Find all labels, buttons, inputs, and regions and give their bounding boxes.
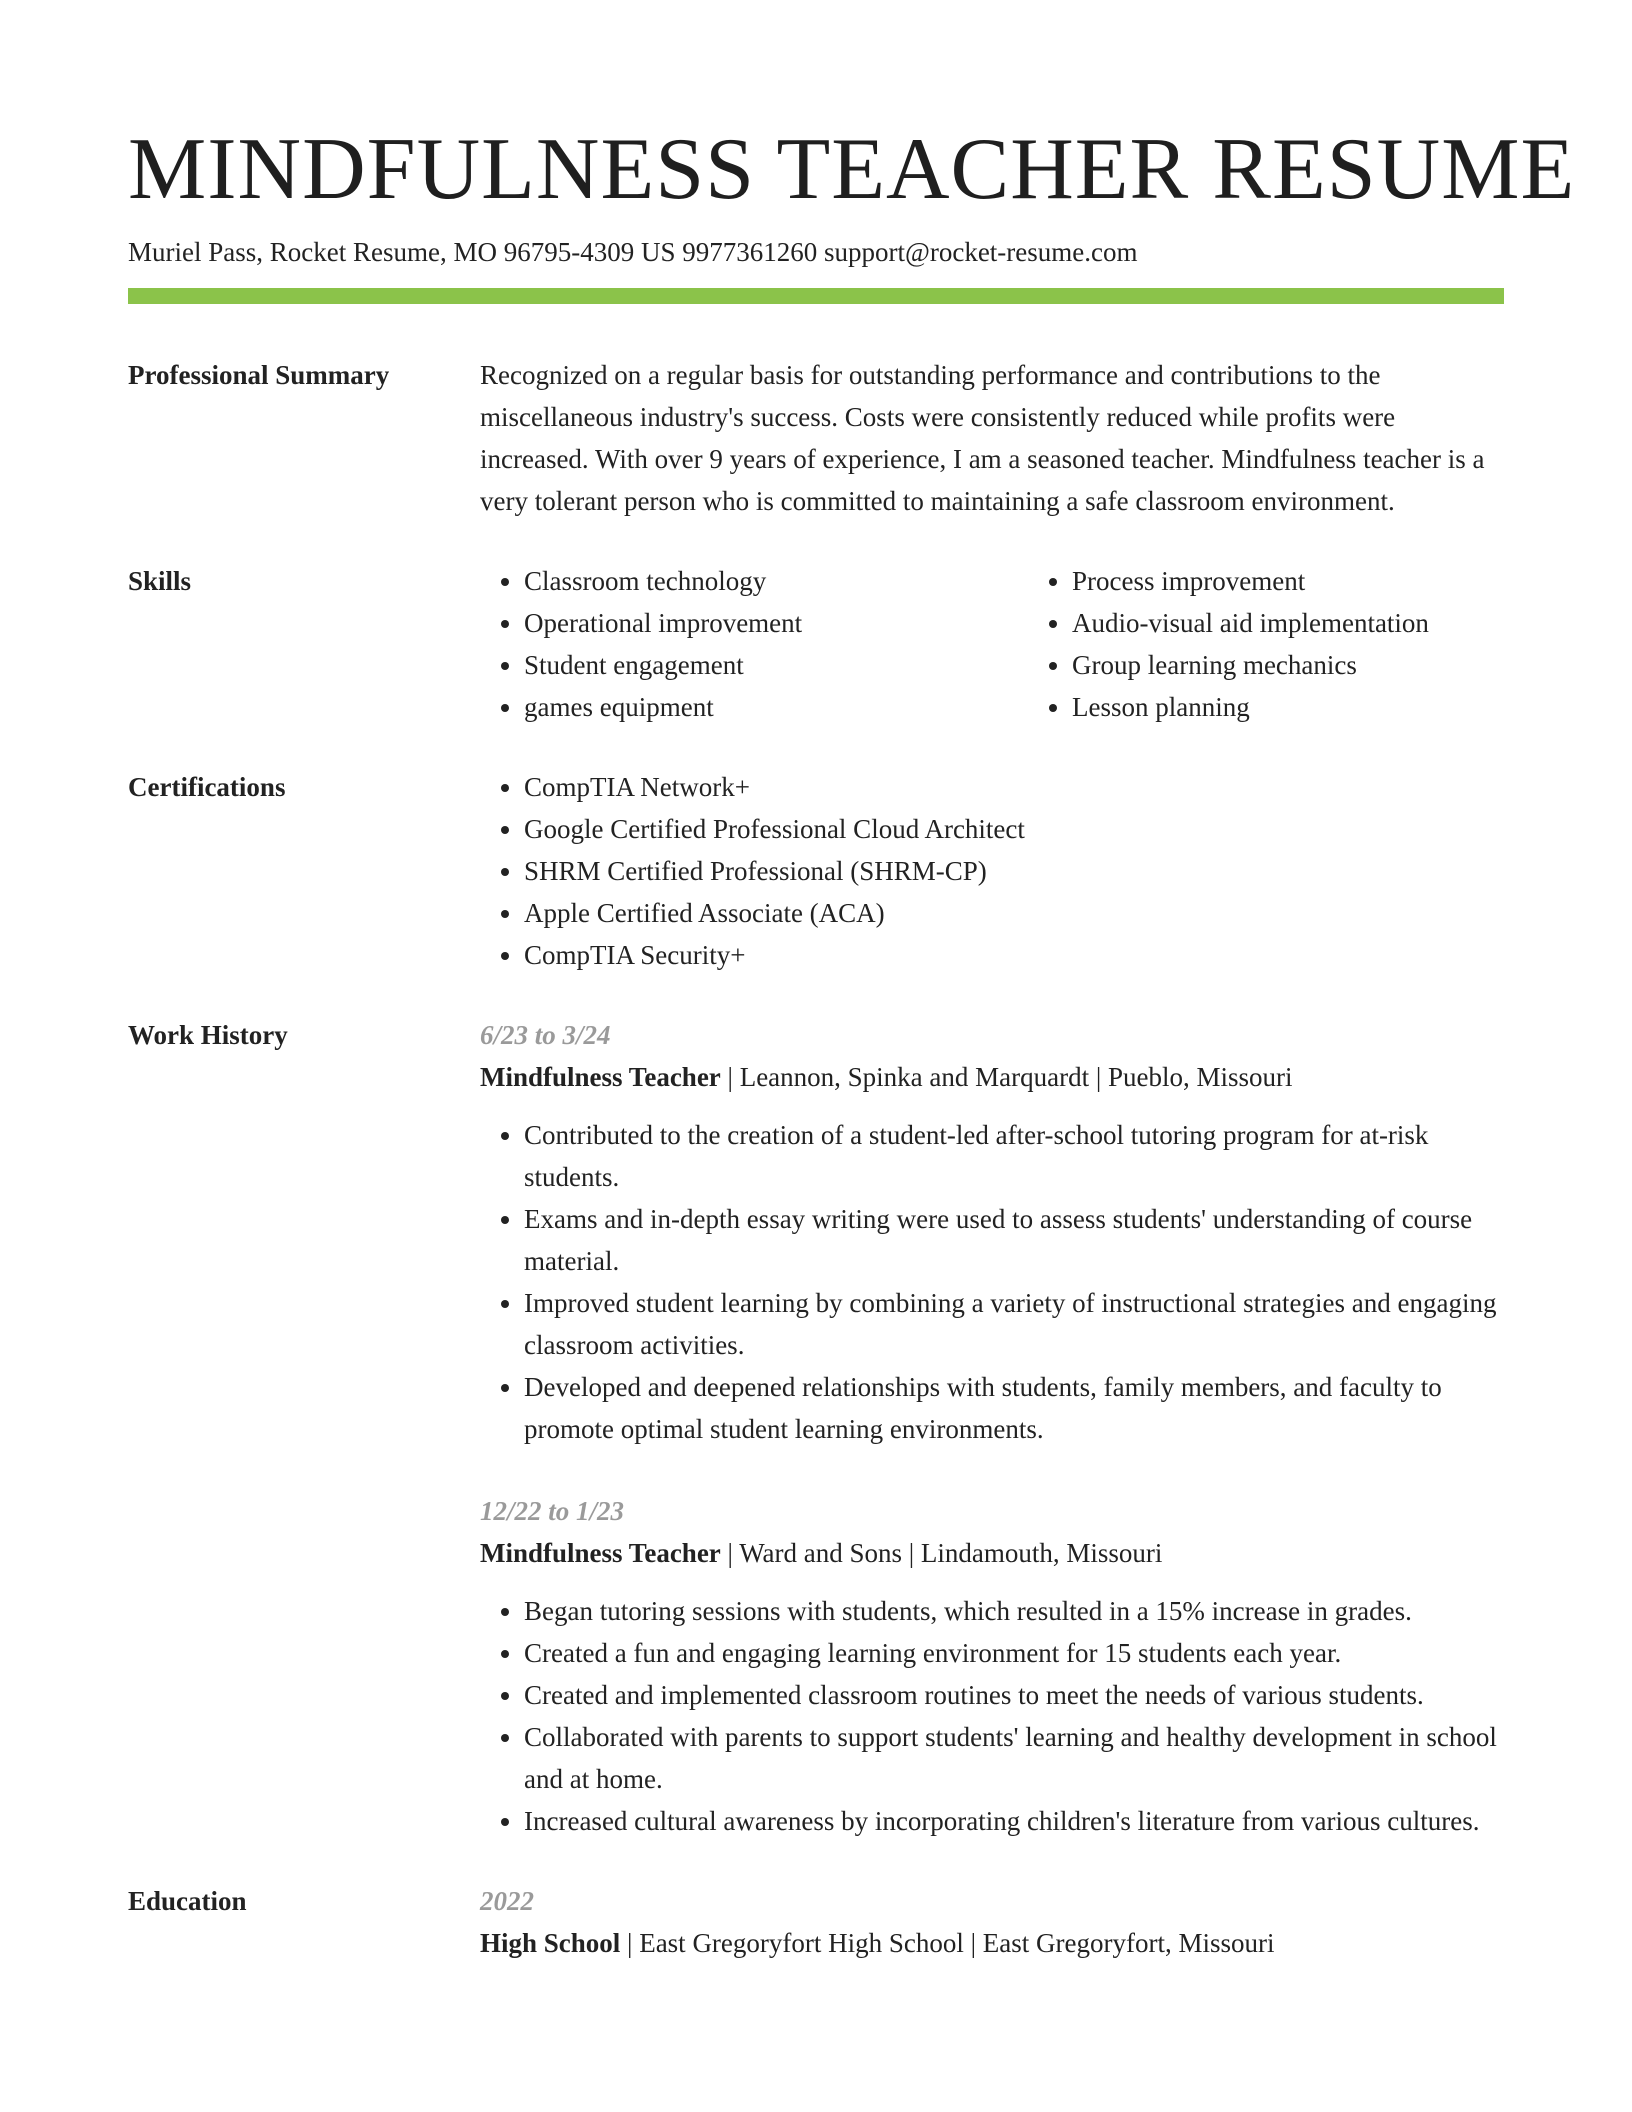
education-degree: High School: [480, 1928, 621, 1958]
job-details: | Ward and Sons | Lindamouth, Missouri: [720, 1538, 1163, 1568]
job-details: | Leannon, Spinka and Marquardt | Pueblo, Missouri: [720, 1062, 1293, 1092]
job-bullets: [480, 1590, 1504, 1842]
skill-item: • games equipment: [524, 686, 1028, 728]
job-dates: 6/23 to 3/24: [480, 1020, 611, 1050]
job-heading: [480, 1056, 1504, 1098]
summary-text: Recognized on a regular basis for outstanding performance and contributions to the miscellaneous industry's success. Costs were consistently reduced while profits were increased. With over 9 years of experience, I am a seasoned teacher. Mindfulness teacher is a very tolerant person who is committed to maintaining a safe classroom environment.: [480, 360, 1485, 516]
certification-item: • CompTIA Security+: [524, 934, 1504, 976]
skills-section: [128, 560, 1504, 728]
skill-item: • Classroom technology: [524, 560, 1028, 602]
certification-item: • Google Certified Professional Cloud Architect: [524, 808, 1504, 850]
job-bullet: • Collaborated with parents to support students' learning and healthy development in school and at home.: [524, 1716, 1504, 1800]
certification-item: • Apple Certified Associate (ACA): [524, 892, 1504, 934]
job-entry: [480, 1490, 1504, 1842]
summary-section: [128, 354, 1504, 522]
summary-label: Professional Summary: [128, 360, 390, 390]
skills-list-left: [480, 560, 1028, 728]
education-heading: [480, 1922, 1504, 1964]
certifications-section: [128, 766, 1504, 976]
certification-item: • CompTIA Network+: [524, 766, 1504, 808]
header-divider: [128, 288, 1504, 304]
job-entry: [480, 1014, 1504, 1450]
education-year: 2022: [480, 1886, 534, 1916]
skill-item: • Process improvement: [1072, 560, 1576, 602]
job-dates: 12/22 to 1/23: [480, 1496, 625, 1526]
job-title: Mindfulness Teacher: [480, 1538, 721, 1568]
education-label: Education: [128, 1886, 247, 1916]
job-bullet: • Created a fun and engaging learning environment for 15 students each year.: [524, 1632, 1504, 1674]
job-bullet: • Exams and in-depth essay writing were used to assess students' understanding of course material.: [524, 1198, 1504, 1282]
skill-item: • Audio-visual aid implementation: [1072, 602, 1576, 644]
resume-page: [128, 118, 1576, 1980]
work-history-section: [128, 1014, 1504, 1842]
job-bullet: • Developed and deepened relationships with students, family members, and faculty to promote optimal student learning environments.: [524, 1366, 1504, 1450]
job-bullet: • Contributed to the creation of a student-led after-school tutoring program for at-risk students.: [524, 1114, 1504, 1198]
job-bullet: • Increased cultural awareness by incorporating children's literature from various cultures.: [524, 1800, 1504, 1842]
education-section: [128, 1880, 1504, 1980]
contact-line: Muriel Pass, Rocket Resume, MO 96795-4309 US 9977361260 support@rocket-resume.com: [128, 237, 1138, 267]
job-title: Mindfulness Teacher: [480, 1062, 721, 1092]
job-bullets: [480, 1114, 1504, 1450]
resume-title: MINDFULNESS TEACHER RESUME: [128, 121, 1576, 218]
education-details: | East Gregoryfort High School | East Gregoryfort, Missouri: [620, 1928, 1275, 1958]
job-bullet: • Improved student learning by combining a variety of instructional strategies and engaging classroom activities.: [524, 1282, 1504, 1366]
skill-item: • Student engagement: [524, 644, 1028, 686]
skills-label: Skills: [128, 566, 192, 596]
job-bullet: • Created and implemented classroom routines to meet the needs of various students.: [524, 1674, 1504, 1716]
skills-list-right: [1028, 560, 1576, 728]
skill-item: • Group learning mechanics: [1072, 644, 1576, 686]
certification-item: • SHRM Certified Professional (SHRM-CP): [524, 850, 1504, 892]
skill-item: • Operational improvement: [524, 602, 1028, 644]
certifications-list: [480, 766, 1504, 976]
job-bullet: • Began tutoring sessions with students, which resulted in a 15% increase in grades.: [524, 1590, 1504, 1632]
skill-item: • Lesson planning: [1072, 686, 1576, 728]
work-history-label: Work History: [128, 1020, 288, 1050]
certifications-label: Certifications: [128, 772, 286, 802]
job-heading: [480, 1532, 1504, 1574]
